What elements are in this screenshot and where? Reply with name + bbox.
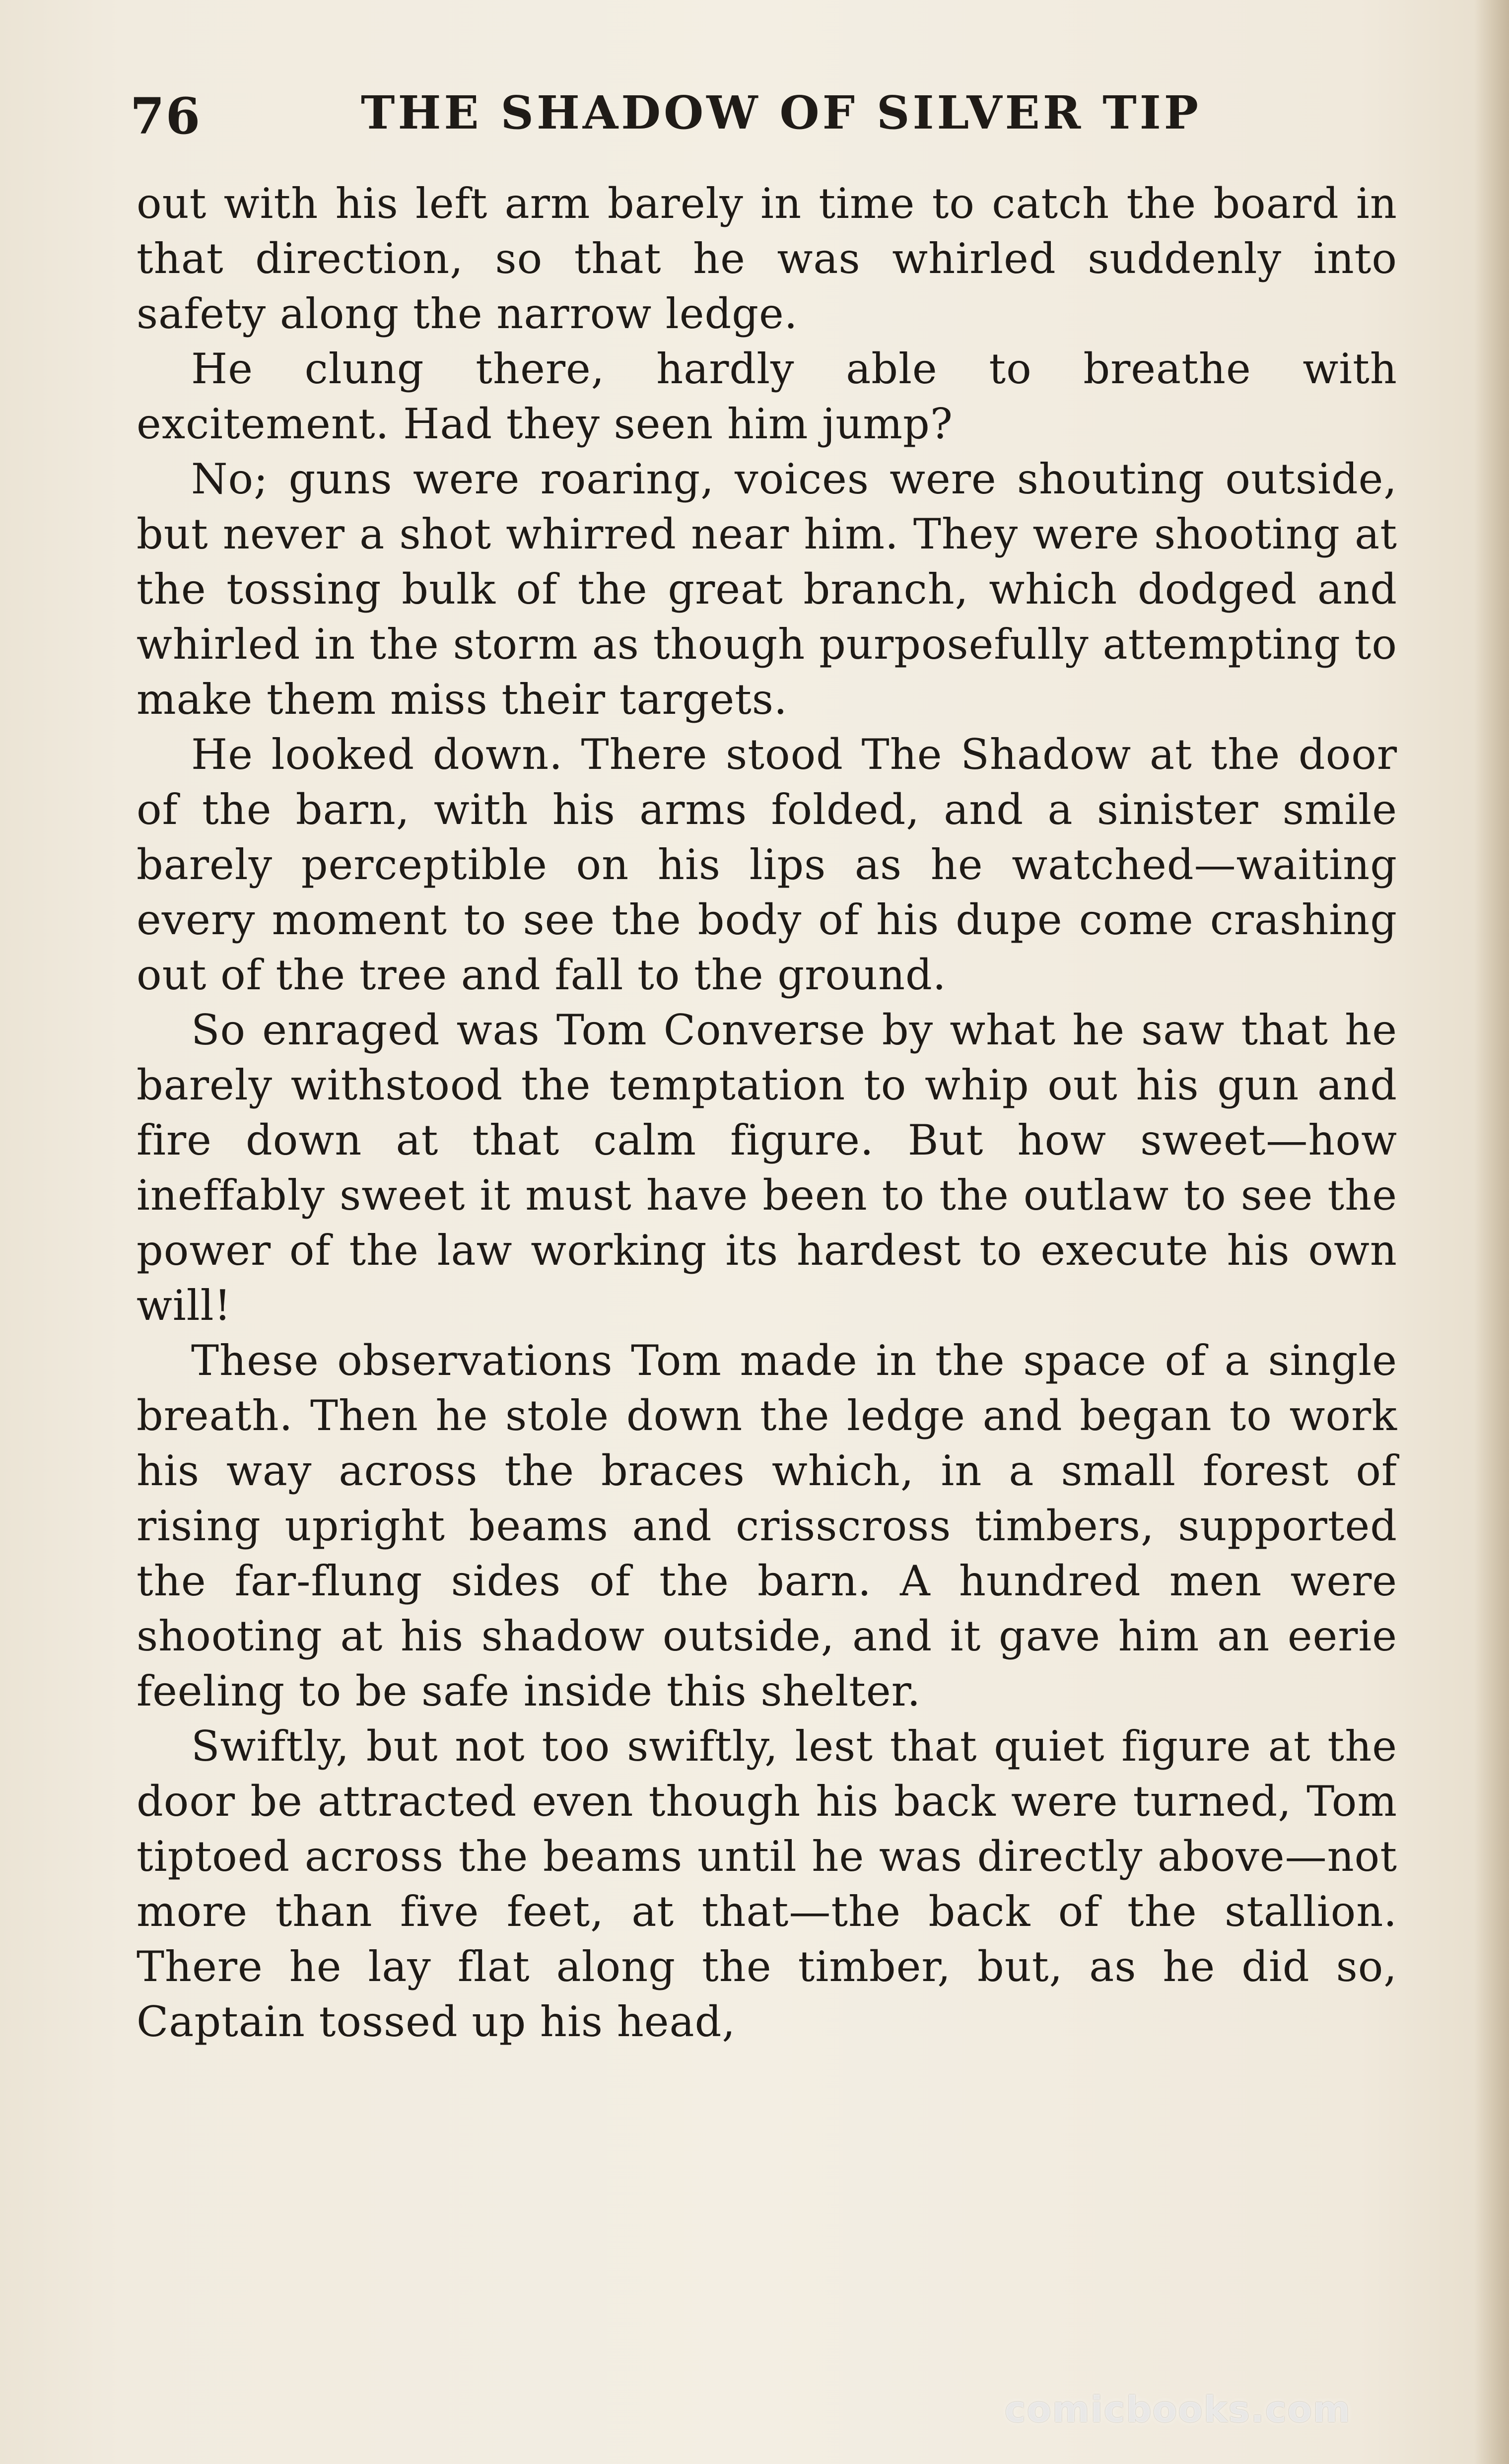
page-edge-shadow — [1474, 0, 1509, 2464]
page-header — [130, 77, 1421, 151]
paragraph-1: out with his left arm barely in time to catch the board in that direction, so that he was whirled suddenly into safety along the narrow ledge. — [137, 179, 1397, 338]
paragraph-2: He clung there, hardly able to breathe with excitement. Had they seen him jump? — [137, 344, 1397, 448]
paragraph-3: No; guns were roaring, voices were shouting outside, but never a shot whirred near him. They were shooting at the tossing bulk of the great branch, which dodged and whirled in the storm as though purposefully attempting to make them miss their targets. — [137, 455, 1397, 724]
running-head: THE SHADOW OF SILVER TIP — [361, 86, 1201, 139]
watermark-text: comicbooks.com — [1004, 2389, 1351, 2430]
paragraph-7: Swiftly, but not too swiftly, lest that quiet figure at the door be attracted even though his back were turned, Tom tiptoed across the beams until he was directly above—not more than five feet, at that—the back of the stallion. There he lay flat along the timber, but, as he did so, Captain tossed up his head, — [137, 1722, 1397, 2046]
paragraph-5: So enraged was Tom Converse by what he saw that he barely withstood the temptation to whip out his gun and fire down at that calm figure. But how sweet—how ineffably sweet it must have been to the outlaw to see the power of the law working its hardest to execute his own will! — [137, 1006, 1397, 1330]
body-text — [137, 176, 1397, 2050]
paragraph-6: These observations Tom made in the space of a single breath. Then he stole down the ledge and began to work his way across the braces which, in a small forest of rising upright beams and crisscross timbers, supported the far-flung sides of the barn. A hundred men were shooting at his shadow outside, and it gave him an eerie feeling to be safe inside this shelter. — [137, 1336, 1397, 1715]
paragraph-4: He looked down. There stood The Shadow at the door of the barn, with his arms folded, and a sinister smile barely perceptible on his lips as he watched—waiting every moment to see the body of his dupe come crashing out of the tree and fall to the ground. — [137, 730, 1397, 999]
page-number: 76 — [130, 87, 202, 145]
